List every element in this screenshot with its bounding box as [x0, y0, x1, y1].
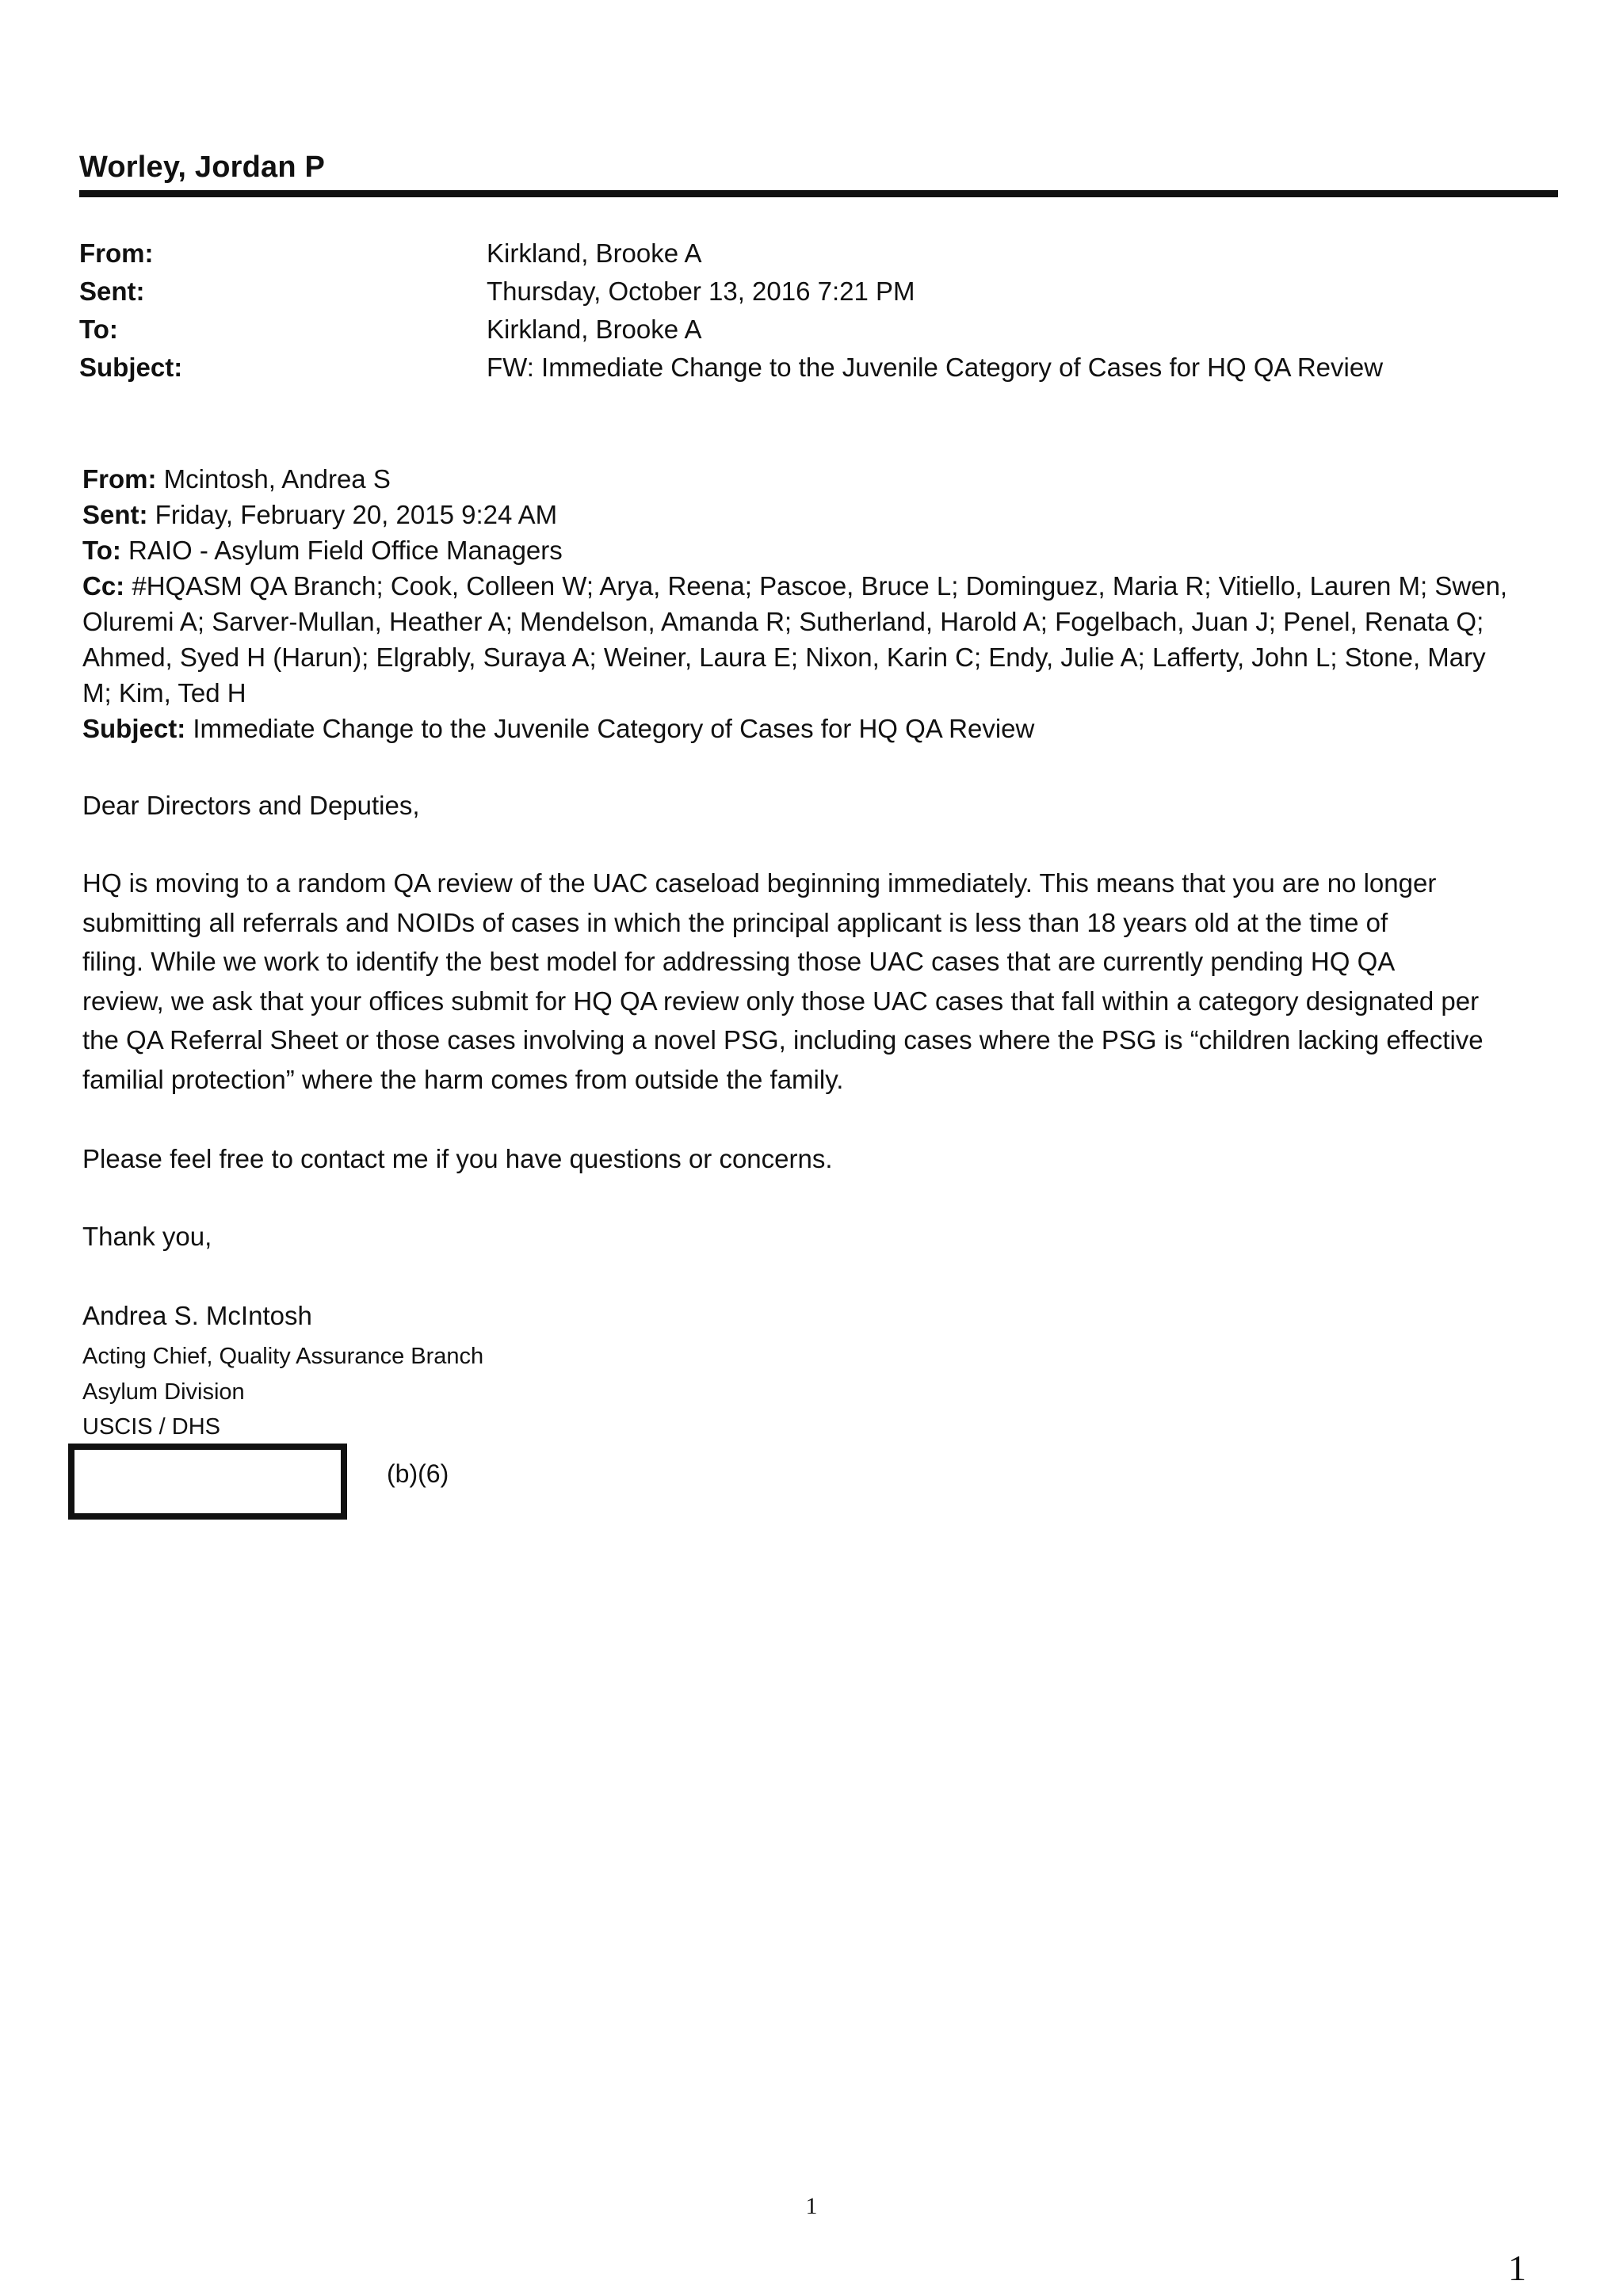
body-line: HQ is moving to a random QA review of the UAC caseload beginning immediately. This means that you are no longer: [82, 868, 1437, 898]
fwd-to-line: [82, 532, 1533, 568]
forwarded-header: [82, 461, 1533, 746]
page-number-corner: 1: [1508, 2248, 1526, 2288]
header-sent-row: [79, 273, 1553, 311]
signature-agency: USCIS / DHS: [82, 1414, 221, 1440]
header-to-value: Kirkland, Brooke A: [487, 315, 702, 344]
email-header: [79, 235, 1553, 387]
header-from-label: From:: [79, 238, 154, 268]
fwd-subject-label: Subject:: [82, 714, 186, 743]
fwd-cc-text-2: Oluremi A; Sarver-Mullan, Heather A; Mendelson, Amanda R; Sutherland, Harold A; Fogelbach, Juan J; Penel, Renata Q;: [82, 607, 1484, 636]
body-line: familial protection” where the harm comes from outside the family.: [82, 1064, 844, 1094]
signature-name: Andrea S. McIntosh: [82, 1301, 312, 1330]
header-subject-label: Subject:: [79, 353, 183, 382]
signature-block: [82, 1339, 483, 1445]
header-to-row: [79, 311, 1553, 349]
fwd-to-value: RAIO - Asylum Field Office Managers: [128, 536, 563, 565]
header-from-value: Kirkland, Brooke A: [487, 238, 702, 268]
header-from-row: [79, 235, 1553, 273]
fwd-cc-line: [82, 604, 1533, 639]
body-paragraph: [82, 864, 1533, 1099]
fwd-cc-text-4: M; Kim, Ted H: [82, 678, 246, 707]
fwd-cc-line: [82, 568, 1533, 604]
fwd-from-value: Mcintosh, Andrea S: [163, 464, 391, 494]
signature-title: Acting Chief, Quality Assurance Branch: [82, 1344, 484, 1369]
header-subject-row: [79, 349, 1553, 387]
closing: Thank you,: [82, 1222, 212, 1251]
fwd-sent-label: Sent:: [82, 500, 148, 529]
page-title: Worley, Jordan P: [79, 151, 326, 184]
fwd-sent-line: [82, 497, 1533, 532]
fwd-subject-value: Immediate Change to the Juvenile Category of Cases for HQ QA Review: [193, 714, 1035, 743]
redaction-box: [68, 1444, 347, 1520]
greeting: Dear Directors and Deputies,: [82, 791, 420, 820]
body-line: review, we ask that your offices submit for HQ QA review only those UAC cases that fall within a category designated per: [82, 986, 1480, 1016]
header-to-label: To:: [79, 315, 118, 344]
fwd-to-label: To:: [82, 536, 121, 565]
fwd-cc-line: [82, 639, 1533, 675]
signature-division: Asylum Division: [82, 1379, 245, 1405]
page-number: 1: [805, 2193, 818, 2219]
fwd-cc-text-3: Ahmed, Syed H (Harun); Elgrably, Suraya A; Weiner, Laura E; Nixon, Karin C; Endy, Julie A; Lafferty, John L; Stone, Mary: [82, 643, 1486, 672]
redaction-code: (b)(6): [387, 1459, 449, 1488]
fwd-cc-line: [82, 675, 1533, 711]
fwd-subject-line: [82, 711, 1533, 746]
body-line: filing. While we work to identify the best model for addressing those UAC cases that are currently pending HQ QA: [82, 947, 1396, 976]
title-rule: [79, 190, 1558, 197]
body-line: submitting all referrals and NOIDs of cases in which the principal applicant is less than 18 years old at the time of: [82, 907, 1388, 937]
fwd-from-line: [82, 461, 1533, 497]
contact-paragraph: Please feel free to contact me if you have questions or concerns.: [82, 1144, 833, 1173]
header-subject-value: FW: Immediate Change to the Juvenile Category of Cases for HQ QA Review: [487, 353, 1384, 382]
header-sent-label: Sent:: [79, 277, 145, 306]
fwd-cc-label: Cc:: [82, 571, 125, 601]
fwd-from-label: From:: [82, 464, 157, 494]
fwd-cc-text-1: #HQASM QA Branch; Cook, Colleen W; Arya, Reena; Pascoe, Bruce L; Dominguez, Maria R; Vitiello, Lauren M; Swen,: [132, 571, 1508, 601]
fwd-sent-value: Friday, February 20, 2015 9:24 AM: [155, 500, 558, 529]
body-line: the QA Referral Sheet or those cases involving a novel PSG, including cases where the PSG is “children lacking effective: [82, 1025, 1484, 1055]
header-sent-value: Thursday, October 13, 2016 7:21 PM: [487, 277, 915, 306]
